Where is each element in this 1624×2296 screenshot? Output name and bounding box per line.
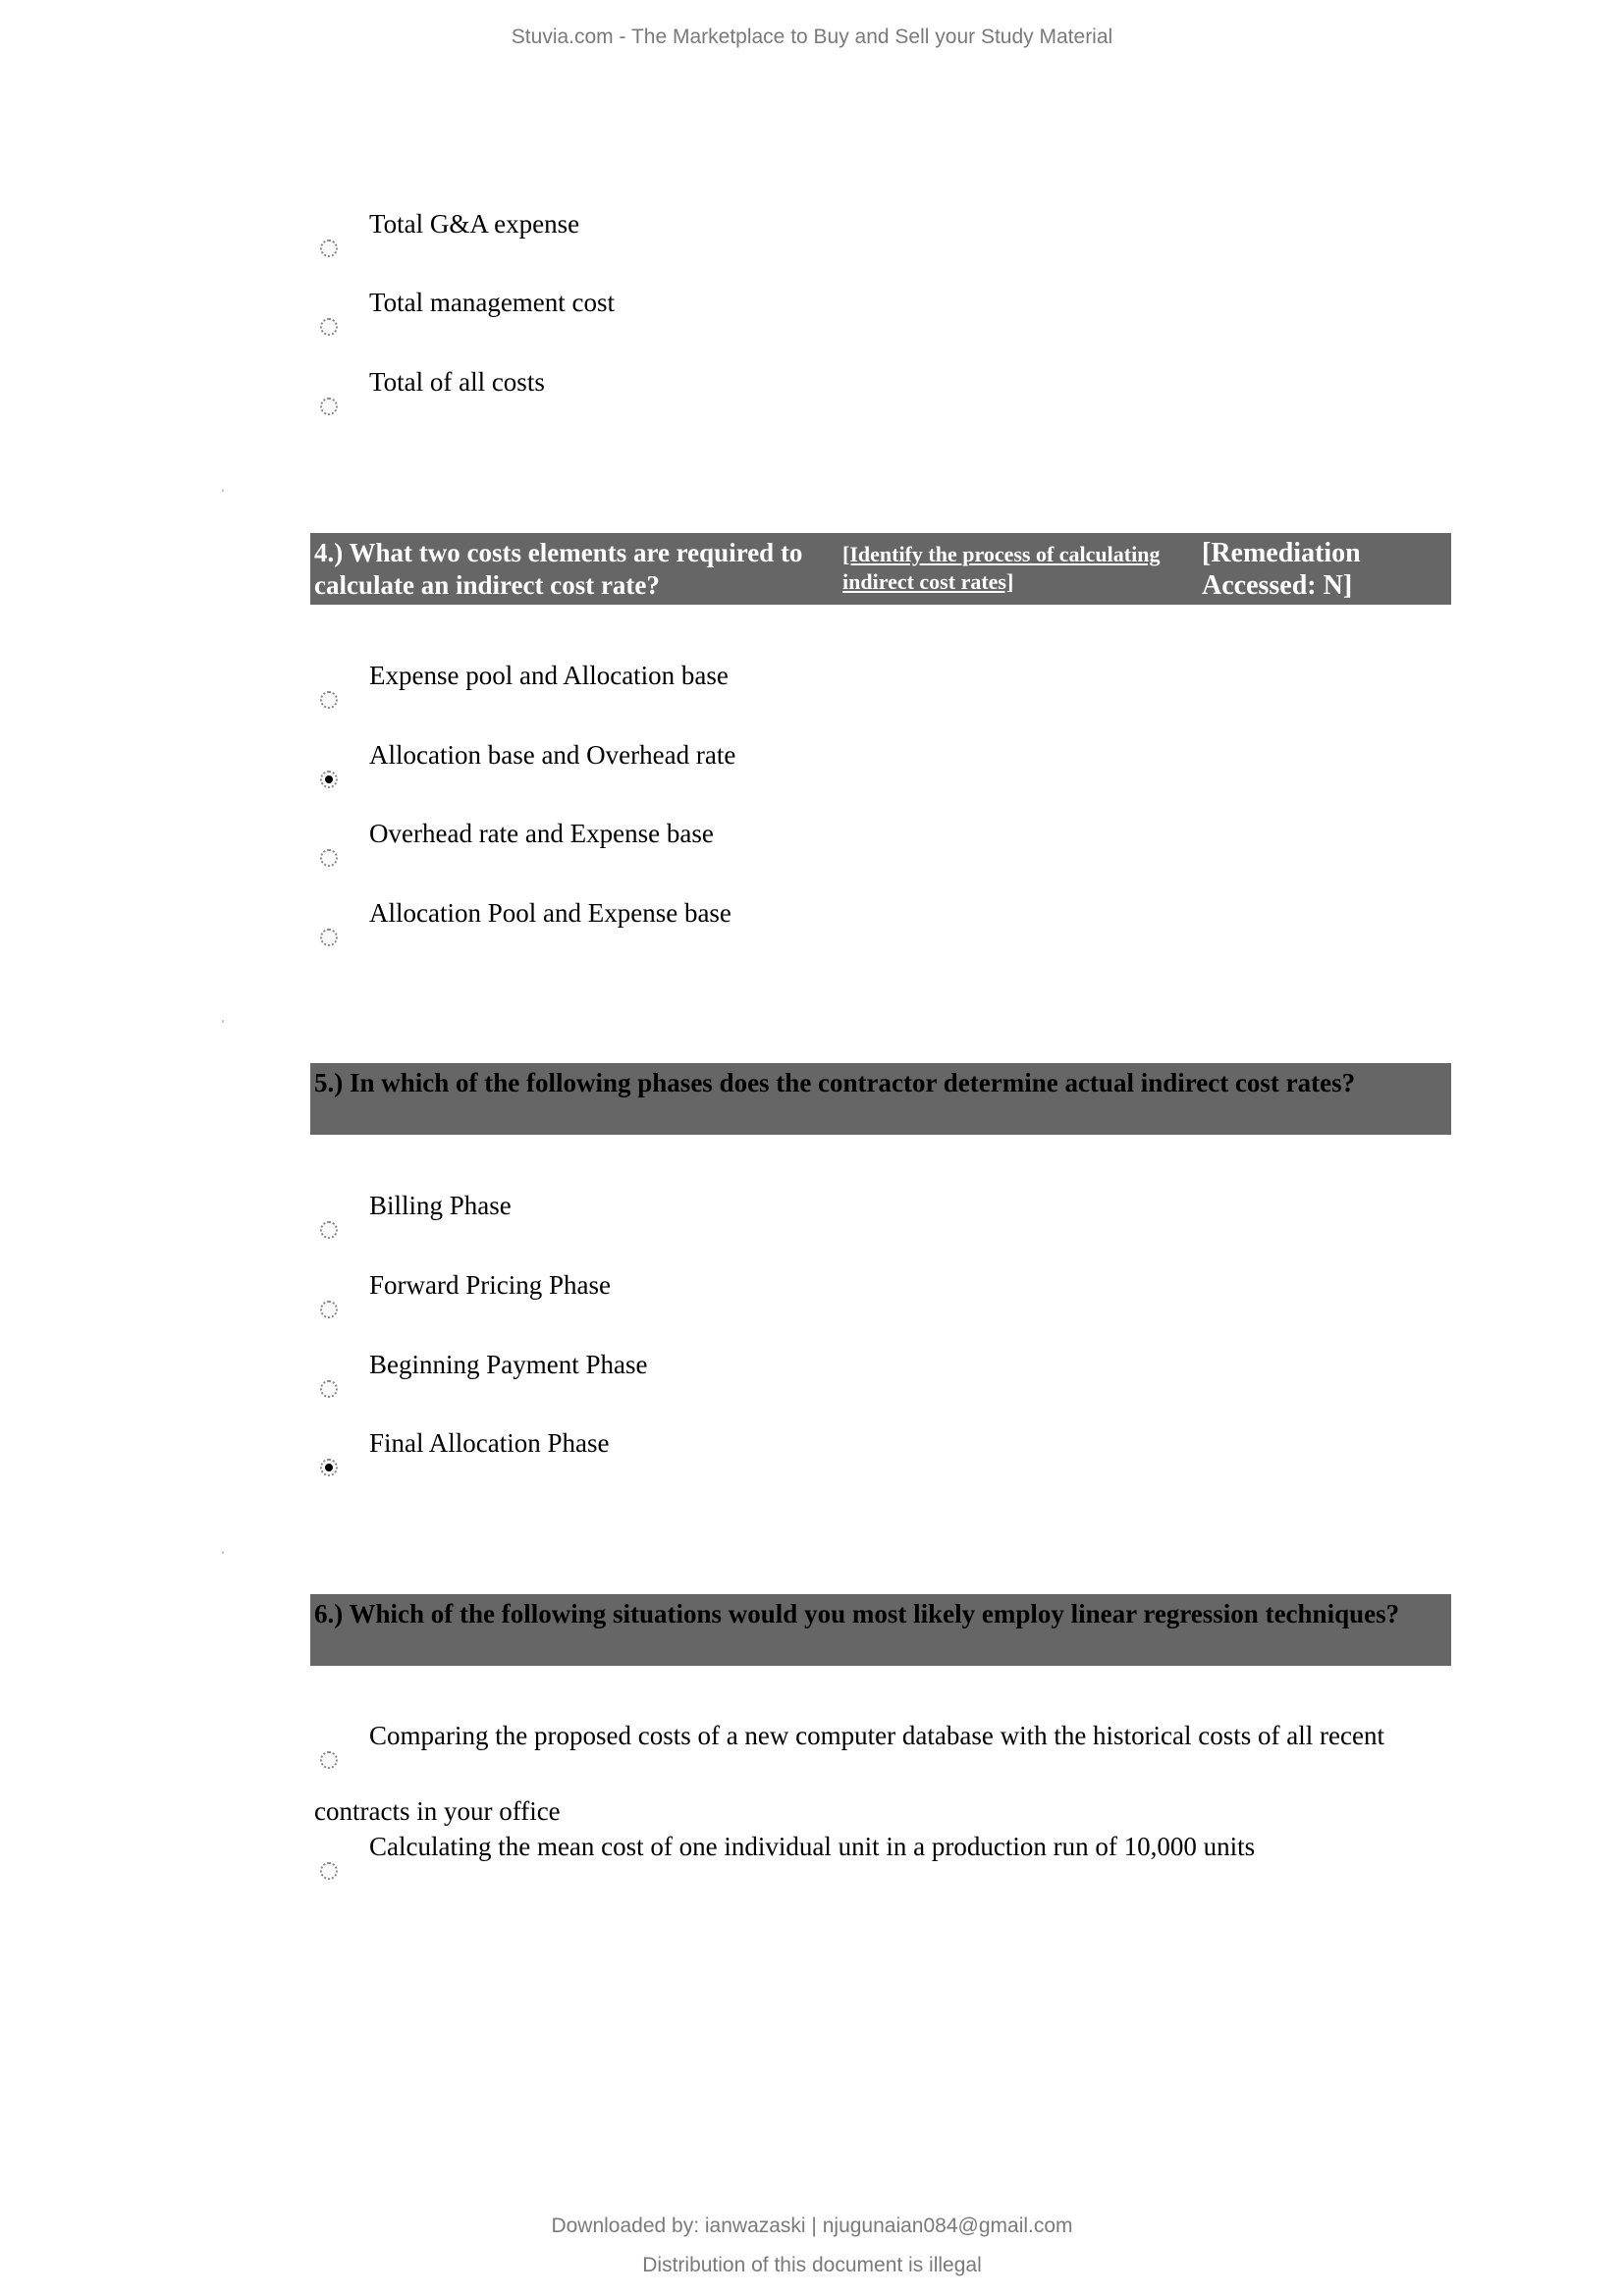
answer-label: Overhead rate and Expense base — [369, 819, 714, 848]
answer-label: Total G&A expense — [369, 209, 580, 239]
radio-button[interactable] — [320, 1751, 338, 1769]
answer-option[interactable] — [312, 208, 1451, 267]
radio-button[interactable] — [320, 1380, 338, 1398]
answer-option[interactable] — [312, 1427, 1451, 1486]
answer-label: Calculating the mean cost of one individual unit in a production run of 10,000 units — [369, 1832, 1256, 1861]
download-info: Downloaded by: ianwazaski | njugunaian084@gmail.com — [551, 2215, 1073, 2237]
question-header — [310, 533, 1451, 605]
radio-button[interactable] — [320, 1862, 338, 1880]
question-text: 5.) In which of the following phases does the contractor determine actual indirect cost rates? — [314, 1068, 1356, 1097]
radio-button[interactable] — [320, 1301, 338, 1318]
answer-option[interactable] — [312, 366, 1451, 425]
question-text: 6.) Which of the following situations would you most likely employ linear regression techniques? — [314, 1599, 1400, 1629]
answer-label: Expense pool and Allocation base — [369, 661, 729, 690]
radio-button-selected[interactable] — [320, 1459, 338, 1476]
question-header — [310, 1594, 1451, 1666]
answer-option[interactable] — [312, 287, 1451, 346]
separator-mark — [222, 1551, 224, 1554]
answer-option[interactable] — [312, 1269, 1451, 1328]
remediation-status: [Remediation Accessed: N] — [1202, 538, 1361, 601]
answer-label: Comparing the proposed costs of a new computer database with the historical costs of all recent — [369, 1721, 1384, 1750]
separator-mark — [222, 489, 224, 492]
answer-label: Total of all costs — [369, 367, 545, 397]
remediation-link[interactable]: [Identify the process of calculating indirect cost rates] — [842, 542, 1161, 594]
separator-mark — [222, 1020, 224, 1023]
distribution-notice: Distribution of this document is illegal — [642, 2254, 982, 2276]
radio-button[interactable] — [320, 849, 338, 867]
answer-option[interactable] — [312, 897, 1451, 956]
question-text: 4.) What two costs elements are required to calculate an indirect cost rate? — [314, 538, 803, 600]
answer-label: Billing Phase — [369, 1191, 512, 1220]
answer-option[interactable] — [312, 739, 1451, 798]
answer-label: Total management cost — [369, 288, 616, 317]
answer-option[interactable] — [312, 1720, 1451, 1779]
radio-button[interactable] — [320, 240, 338, 257]
answer-option[interactable] — [312, 660, 1451, 719]
radio-button[interactable] — [320, 929, 338, 946]
answer-option[interactable] — [312, 1190, 1451, 1249]
answer-option[interactable] — [312, 1831, 1451, 1890]
radio-button-selected[interactable] — [320, 771, 338, 788]
radio-button[interactable] — [320, 1221, 338, 1239]
answer-label: Final Allocation Phase — [369, 1428, 610, 1458]
answer-option[interactable] — [312, 1349, 1451, 1408]
question-header — [310, 1063, 1451, 1135]
answer-label-continuation: contracts in your office — [314, 1796, 561, 1826]
site-header: Stuvia.com - The Marketplace to Buy and Sell your Study Material — [511, 26, 1113, 48]
answer-label: Beginning Payment Phase — [369, 1350, 648, 1379]
answer-option[interactable] — [312, 818, 1451, 877]
answer-label: Forward Pricing Phase — [369, 1270, 611, 1300]
radio-button[interactable] — [320, 398, 338, 415]
answer-label: Allocation base and Overhead rate — [369, 740, 736, 770]
radio-button[interactable] — [320, 691, 338, 709]
answer-label: Allocation Pool and Expense base — [369, 898, 731, 928]
radio-button[interactable] — [320, 318, 338, 336]
